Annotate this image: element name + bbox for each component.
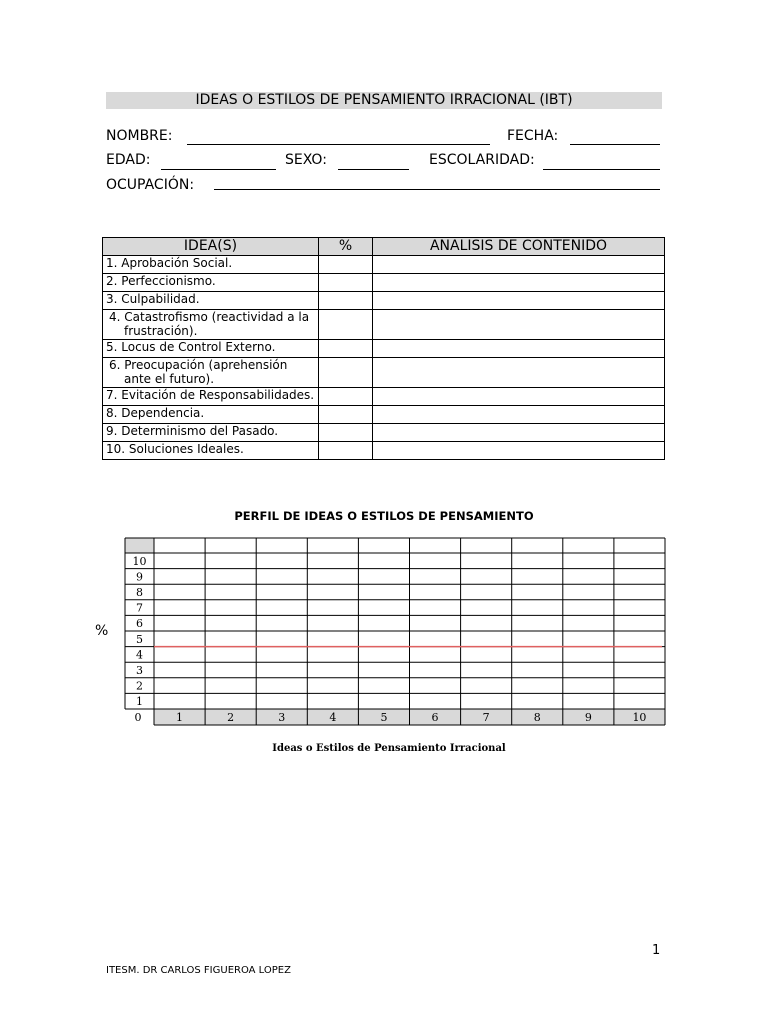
analysis-cell[interactable]: [373, 388, 665, 406]
x-tick-label: 2: [227, 711, 235, 724]
nombre-field[interactable]: [187, 144, 490, 145]
ocupacion-field[interactable]: [214, 189, 660, 190]
y-tick-label: 8: [136, 586, 143, 599]
sexo-field[interactable]: [338, 169, 409, 170]
fecha-field[interactable]: [570, 144, 660, 145]
idea-name: 4. Catastrofismo (reactividad a la frustración).: [109, 310, 310, 338]
y-tick-label: 10: [132, 554, 147, 568]
x-tick-label: 3: [278, 711, 286, 724]
table-row: [103, 388, 665, 406]
percent-cell[interactable]: [319, 340, 373, 358]
header-percent: %: [319, 238, 373, 256]
idea-name: 10. Soluciones Ideales.: [103, 442, 319, 460]
fecha-label: FECHA:: [507, 128, 559, 144]
escolaridad-field[interactable]: [543, 169, 660, 170]
y-tick-label: 2: [136, 679, 143, 693]
edad-field[interactable]: [161, 169, 276, 170]
table-row: [103, 406, 665, 424]
escolaridad-label: ESCOLARIDAD:: [429, 152, 535, 168]
idea-name: 9. Determinismo del Pasado.: [103, 424, 319, 442]
idea-name: 8. Dependencia.: [103, 406, 319, 424]
table-row: [103, 340, 665, 358]
table-row: [103, 424, 665, 442]
analysis-cell[interactable]: [373, 358, 665, 388]
idea-name: 5. Locus de Control Externo.: [103, 340, 319, 358]
percent-cell[interactable]: [319, 256, 373, 274]
analysis-cell[interactable]: [373, 340, 665, 358]
nombre-label: NOMBRE:: [106, 128, 173, 144]
percent-axis-label: %: [95, 623, 109, 639]
percent-cell[interactable]: [319, 388, 373, 406]
table-row: [103, 310, 665, 340]
idea-name: 7. Evitación de Responsabilidades.: [103, 388, 319, 406]
profile-grid[interactable]: [0, 530, 768, 730]
x-tick-label: 5: [380, 711, 388, 724]
idea-name: 2. Perfeccionismo.: [103, 274, 319, 292]
document-title: IDEAS O ESTILOS DE PENSAMIENTO IRRACIONAL (IBT): [106, 92, 662, 109]
percent-cell[interactable]: [319, 274, 373, 292]
percent-cell[interactable]: [319, 310, 373, 340]
table-row: [103, 358, 665, 388]
idea-name: 1. Aprobación Social.: [103, 256, 319, 274]
analysis-cell[interactable]: [373, 424, 665, 442]
y-tick-label: 3: [136, 664, 143, 677]
percent-cell[interactable]: [319, 424, 373, 442]
table-row: [103, 256, 665, 274]
header-analisis: ANALISIS DE CONTENIDO: [373, 238, 665, 256]
profile-caption: Ideas o Estilos de Pensamiento Irracional: [272, 743, 506, 754]
idea-name: 6. Preocupación (aprehensión ante el futuro).: [109, 358, 288, 386]
ideas-table: [102, 237, 665, 460]
sexo-label: SEXO:: [285, 152, 327, 168]
origin-label: 0: [134, 711, 142, 724]
y-tick-label: 6: [136, 617, 143, 631]
ocupacion-label: OCUPACIÓN:: [106, 177, 195, 193]
idea-name: 3. Culpabilidad.: [103, 292, 319, 310]
x-tick-label: 10: [632, 711, 647, 724]
analysis-cell[interactable]: [373, 292, 665, 310]
analysis-cell[interactable]: [373, 310, 665, 340]
x-tick-label: 7: [482, 711, 490, 724]
table-row: [103, 292, 665, 310]
y-tick-label: 4: [136, 648, 143, 662]
table-row: [103, 274, 665, 292]
x-tick-label: 4: [329, 711, 337, 724]
y-tick-label: 7: [136, 601, 143, 615]
y-tick-label: 9: [136, 570, 143, 584]
percent-cell[interactable]: [319, 442, 373, 460]
y-tick-label: 1: [136, 695, 143, 709]
profile-title: PERFIL DE IDEAS O ESTILOS DE PENSAMIENTO: [234, 509, 534, 523]
x-tick-label: 1: [176, 711, 184, 724]
x-tick-label: 8: [533, 711, 541, 724]
table-row: [103, 442, 665, 460]
percent-cell[interactable]: [319, 292, 373, 310]
x-tick-label: 6: [431, 711, 439, 724]
analysis-cell[interactable]: [373, 442, 665, 460]
footer-text: ITESM. DR CARLOS FIGUEROA LOPEZ: [106, 965, 291, 976]
table-header-row: [103, 238, 665, 256]
x-tick-label: 9: [584, 711, 592, 724]
analysis-cell[interactable]: [373, 256, 665, 274]
analysis-cell[interactable]: [373, 406, 665, 424]
label-column-header: [125, 538, 154, 553]
percent-cell[interactable]: [319, 406, 373, 424]
edad-label: EDAD:: [106, 152, 151, 168]
page-number: 1: [652, 943, 661, 958]
header-ideas: IDEA(S): [103, 238, 319, 256]
y-tick-label: 5: [136, 632, 143, 646]
analysis-cell[interactable]: [373, 274, 665, 292]
percent-cell[interactable]: [319, 358, 373, 388]
